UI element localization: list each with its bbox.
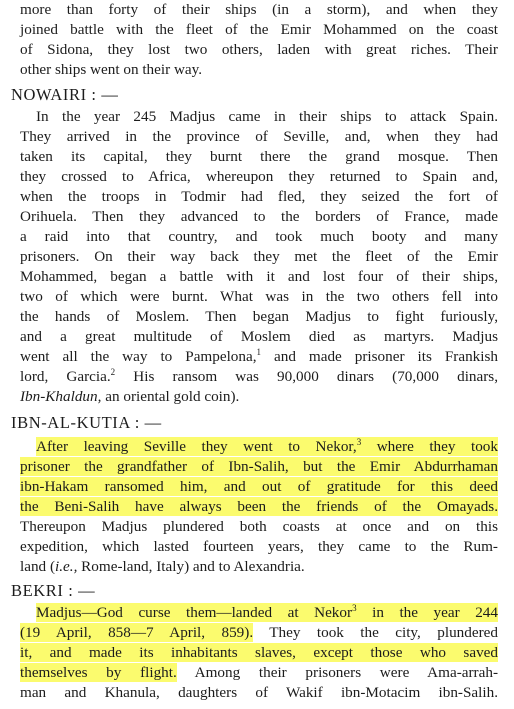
highlight: the Beni-Salih have always been the friends of the Omayads. [20, 498, 498, 515]
text-line: two of which were burnt. What was in the two others fell into [20, 288, 498, 305]
highlighted-line [20, 457, 498, 479]
highlighted-line [20, 643, 498, 665]
highlighted-line [36, 603, 498, 625]
section-heading-ibn-al-kutia: IBN-AL-KUTIA : — [11, 413, 162, 432]
text-line: a raid into that country, and took much booty and many [20, 228, 498, 245]
text-line: man and Khanula, daughters of Wakif ibn-Motacim ibn-Salih. [20, 684, 498, 701]
text-line: expedition, which lasted fourteen years, they came to the Rum- [20, 538, 498, 555]
highlight: Madjus—God curse them—landed at Nekor$^3$ in the year 244 [36, 603, 498, 621]
text-line: prisoners. On their way back they met the fleet of the Emir [20, 248, 498, 265]
text-line: taken its capital, they burnt there the grand mosque. Then [20, 148, 498, 165]
text-line: the hands of Moslem. Then began Madjus to fight furiously, [20, 308, 498, 325]
text-line: Mohammed, began a battle with it and lost four of their ships, [20, 268, 498, 285]
text-line: land (i.e., Rome-land, Italy) and to Alexandria. [20, 558, 305, 575]
text-line: went all the way to Pampelona,$^1$ and made prisoner its Frankish [20, 347, 498, 365]
text-line: themselves by flight. Among their prisoners were Ama-arrah- [20, 664, 499, 681]
highlighted-line [20, 497, 498, 519]
text-line: of Sidona, they lost two others, laden with great riches. Their [20, 41, 498, 58]
highlight: ibn-Hakam ransomed him, and out of gratitude for this deed [20, 478, 498, 495]
text-line: other ships went on their way. [20, 61, 203, 78]
footnote-marker: 1 [256, 347, 262, 357]
highlighted-line [20, 477, 498, 499]
text-line: (19 April, 858—7 April, 859). They took the city, plundered [20, 624, 498, 641]
text-line: joined battle with the fleet of the Emir Mohammed on the coast [20, 21, 498, 38]
text-line: Orihuela. Then they advanced to the borders of France, made [20, 208, 498, 225]
highlight: it, and made its inhabitants slaves, except those who saved [20, 644, 498, 661]
text-line: and a great multitude of Moslem died as martyrs. Madjus [20, 328, 498, 345]
text-line: In the year 245 Madjus came in their ships to attack Spain. [36, 108, 498, 125]
highlight: (19 April, 858—7 April, 859). [20, 624, 254, 641]
footnote-marker: 2 [110, 367, 116, 377]
text-line: when the troops in Todmir had fled, they seized the fort of [20, 188, 498, 205]
text-line: they crossed to Africa, whereupon they returned to Spain and, [20, 168, 498, 185]
footnote-marker: 3 [356, 437, 362, 447]
text-line: more than forty of their ships (in a storm), and when they [20, 1, 498, 18]
highlighted-line [36, 437, 498, 459]
footnote-marker: 3 [352, 603, 357, 613]
text-line: Ibn-Khaldun, an oriental gold coin). [20, 388, 240, 405]
text-line: Thereupon Madjus plundered both coasts at once and on this [20, 518, 498, 535]
highlight: prisoner the grandfather of Ibn-Salih, but the Emir Abdurrhaman [20, 458, 498, 475]
highlight: After leaving Seville they went to Nekor,$^3$ where they took [36, 437, 498, 455]
section-heading-nowairi: NOWAIRI : — [11, 85, 119, 104]
section-heading-bekri: BEKRI : — [11, 581, 96, 600]
text-line: lord, Garcia.$^2$ His ransom was 90,000 dinars (70,000 dinars, [20, 367, 499, 385]
highlight: themselves by flight. [20, 664, 177, 681]
text-line: They arrived in the province of Seville, and, when they had [20, 128, 498, 145]
